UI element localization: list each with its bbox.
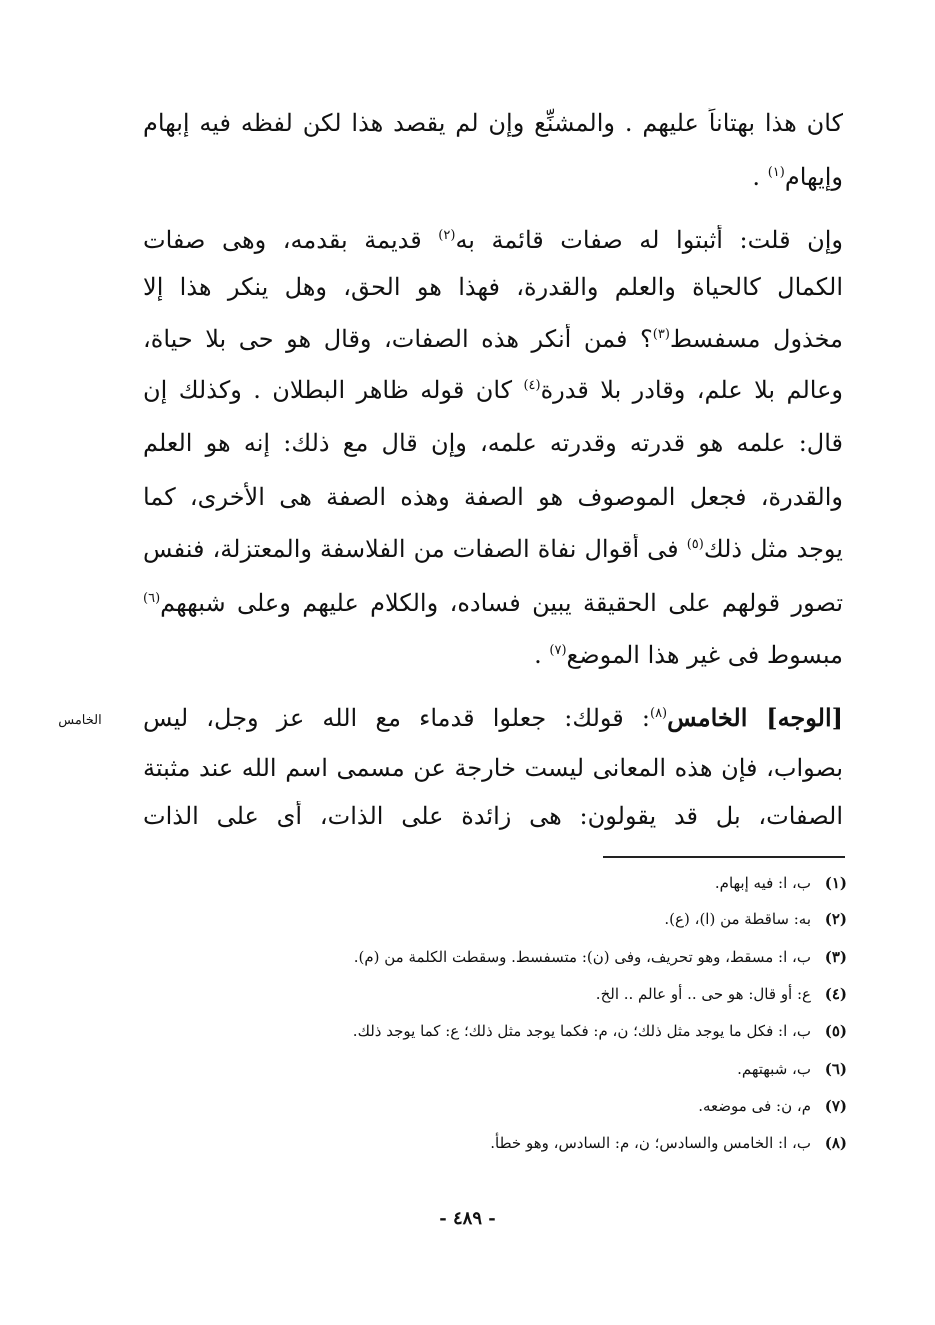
line-text: الكمال كالحياة والعلم والقدرة، فهذا هو الحق، وهل ينكر هذا إلا (143, 273, 843, 301)
footnote (127, 946, 847, 968)
body-line (143, 225, 843, 255)
footnote-number: (٢) (824, 910, 847, 928)
footnote (127, 1132, 847, 1154)
footnote-ref: (٤) (523, 378, 541, 393)
body-line (143, 375, 843, 405)
line-text: ؟ فمن أنكر هذه الصفات، وقال هو حى بلا حياة، (143, 325, 653, 353)
line-text: . (752, 163, 768, 191)
line-text: قديمة بقدمه، وهى صفات (143, 226, 439, 254)
line-text: فى أقوال نفاة الصفات من الفلاسفة والمعتزلة، فنفس (143, 535, 687, 563)
section-heading: [الوجه] الخامس (667, 703, 843, 732)
footnote-separator (603, 856, 845, 858)
body-line (143, 108, 843, 138)
body-line (143, 162, 843, 192)
body-line (143, 534, 843, 564)
footnote-text: ب، ا: فكل ما يوجد مثل ذلك؛ ن، م: فكما يوجد مثل ذلك؛ ع: كما يوجد ذلك. (352, 1022, 811, 1040)
footnote-number: (٤) (824, 985, 847, 1003)
line-text: يوجد مثل ذلك (703, 535, 843, 563)
line-text: تصور قولهم على الحقيقة يبين فساده، والكلام عليهم وعلى شبههم (160, 589, 843, 617)
line-text: وإيهام (784, 163, 843, 191)
body-line (143, 640, 843, 670)
body-line (143, 801, 843, 831)
footnote (127, 983, 847, 1005)
line-text: والقدرة، فجعل الموصوف هو الصفة وهذه الصفة هى الأخرى، كما (143, 483, 843, 511)
line-text: : قولك: جعلوا قدماء مع الله عز وجل، ليس (143, 704, 650, 732)
line-text: مخذول مسفسط (669, 325, 843, 353)
footnote-text: م، ن: فى موضعه. (698, 1097, 811, 1115)
line-text: وعالم بلا علم، وقادر بلا قدرة (540, 376, 843, 404)
footnote-text: ب، ا: فيه إبهام. (714, 874, 811, 892)
footnote-number: (١) (824, 874, 847, 892)
line-text: مبسوط فى غير هذا الموضع (566, 641, 843, 669)
footnote-number: (٣) (824, 948, 847, 966)
line-text: قال: علمه هو قدرته وقدرته علمه، وإن قال مع ذلك: إنه هو العلم (143, 429, 843, 457)
footnote (127, 1095, 847, 1117)
footnote-text: ع: أو قال: هو حى .. أو عالم .. الخ. (595, 985, 811, 1003)
body-line (143, 482, 843, 512)
margin-note: الخامس (58, 713, 102, 728)
body-line (143, 272, 843, 302)
body-line (143, 588, 843, 618)
footnote-ref: (٣) (652, 327, 670, 342)
footnote-text: ب، ا: الخامس والسادس؛ ن، م: السادس، وهو خطأ. (490, 1134, 811, 1152)
footnote-ref: (٦) (143, 591, 161, 606)
line-text: بصواب، فإن هذه المعانى ليست خارجة عن مسمى اسم الله عند مثبتة (143, 754, 843, 782)
footnote-number: (٨) (824, 1134, 847, 1152)
line-text: كان هذا بهتاناً عليهم . والمشنِّع وإن لم يقصد هذا لكن لفظه فيه إبهام (143, 109, 843, 137)
line-text: كان قوله ظاهر البطلان . وكذلك إن (143, 376, 524, 404)
footnote-number: (٥) (824, 1022, 847, 1040)
footnote-text: به: ساقطة من (ا)، (ع). (664, 910, 811, 928)
footnote-number: (٦) (824, 1060, 847, 1078)
body-line (143, 428, 843, 458)
footnote-ref: (٨) (649, 706, 668, 721)
body-line (143, 324, 843, 354)
body-line (143, 703, 843, 733)
footnote (127, 1058, 847, 1080)
footnote-ref: (٥) (686, 537, 704, 552)
footnote (127, 872, 847, 894)
footnote-number: (٧) (824, 1097, 847, 1115)
footnote (127, 1020, 847, 1042)
body-line (143, 753, 843, 783)
footnote (127, 908, 847, 930)
footnote-ref: (٢) (438, 228, 456, 243)
footnote-ref: (١) (767, 165, 785, 180)
footnote-text: ب، شبهتهم. (737, 1060, 811, 1078)
footnote-ref: (٧) (549, 643, 567, 658)
line-text: . (534, 641, 550, 669)
line-text: الصفات، بل قد يقولون: هى زائدة على الذات، أى على الذات (143, 802, 843, 830)
footnote-text: ب، ا: مسقط، وهو تحريف، وفى (ن): متسفسط. وسقطت الكلمة من (م). (353, 948, 811, 966)
line-text: وإن قلت: أثبتوا له صفات قائمة به (455, 226, 843, 254)
page-number: - ٤٨٩ - (439, 1208, 496, 1229)
